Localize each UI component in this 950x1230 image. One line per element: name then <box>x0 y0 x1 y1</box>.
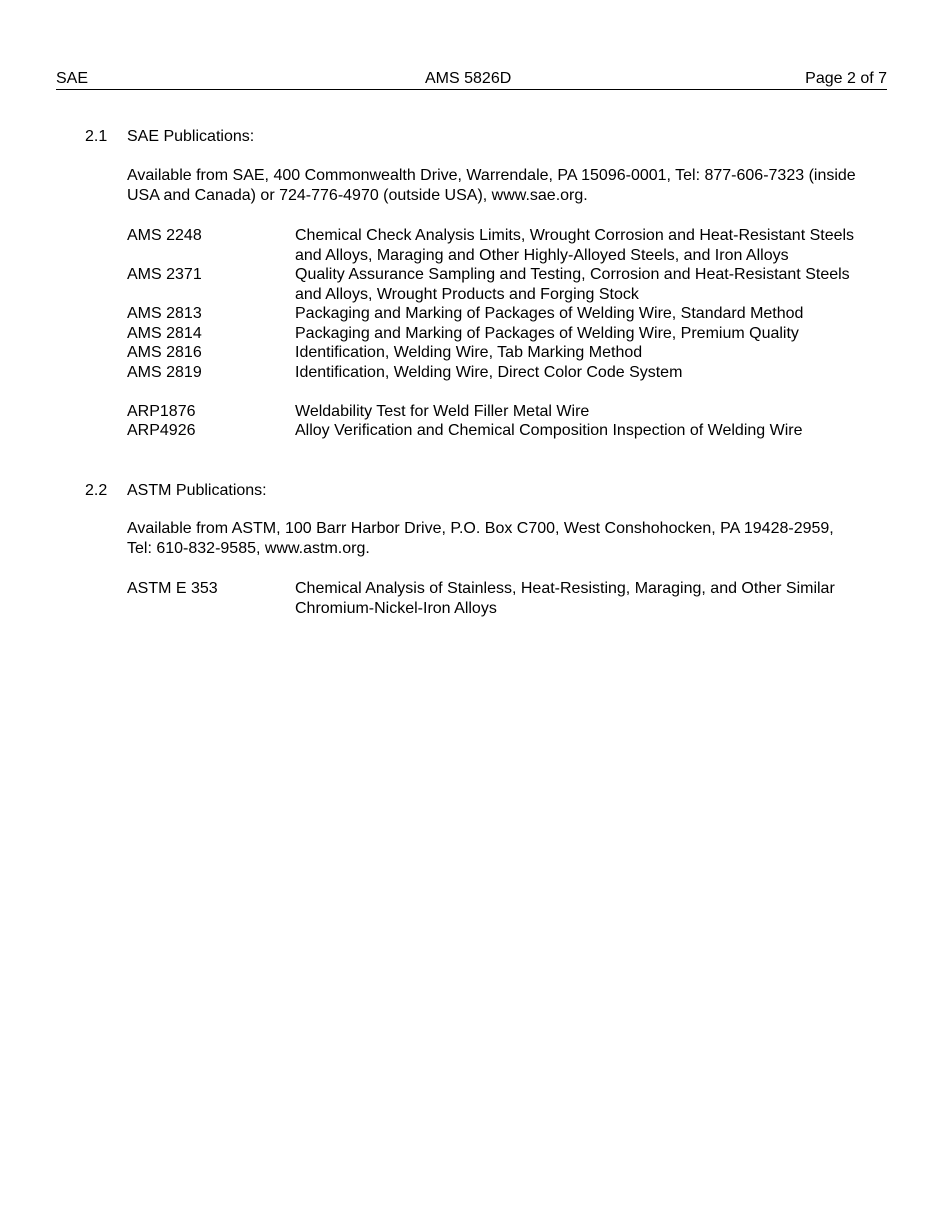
reference-row <box>127 402 857 422</box>
section-number: 2.2 <box>85 482 108 499</box>
reference-row <box>127 579 857 618</box>
reference-code: ASTM E 353 <box>127 580 218 597</box>
reference-title: Identification, Welding Wire, Tab Marking Method <box>295 344 643 361</box>
reference-row <box>127 304 857 324</box>
reference-code: ARP1876 <box>127 402 196 420</box>
reference-title: Chemical Analysis of Stainless, Heat-Resisting, Maraging, and Other Similar Chromium-Nickel-Iron Alloys <box>295 580 835 617</box>
list-spacer <box>127 382 857 402</box>
reference-row <box>127 324 857 344</box>
reference-title: Identification, Welding Wire, Direct Color Code System <box>295 363 683 381</box>
page-header <box>56 69 887 90</box>
reference-title: Chemical Check Analysis Limits, Wrought Corrosion and Heat-Resistant Steels and Alloys, Maraging and Other Highly-Alloyed Steels, and Iron Alloys <box>295 227 855 264</box>
reference-title: Packaging and Marking of Packages of Welding Wire, Premium Quality <box>295 324 799 342</box>
header-doc-number: AMS 5826D <box>425 70 512 87</box>
reference-title: Weldability Test for Weld Filler Metal Wire <box>295 402 590 420</box>
section-2-2-heading <box>85 481 267 501</box>
section-title: SAE Publications: <box>127 128 255 145</box>
astm-reference-list <box>127 579 857 618</box>
reference-code: AMS 2814 <box>127 324 202 342</box>
astm-availability: Available from ASTM, 100 Barr Harbor Drive, P.O. Box C700, West Conshohocken, PA 19428-2959, Tel: 610-832-9585, www.astm.org. <box>127 520 834 557</box>
sae-reference-list <box>127 226 857 441</box>
reference-row <box>127 226 857 265</box>
reference-row <box>127 265 857 304</box>
header-page-number: Page 2 of 7 <box>805 70 887 87</box>
reference-title: Quality Assurance Sampling and Testing, Corrosion and Heat-Resistant Steels and Alloys, Wrought Products and Forging Stock <box>295 266 850 303</box>
reference-code: AMS 2371 <box>127 266 202 283</box>
reference-code: AMS 2819 <box>127 363 202 381</box>
reference-row <box>127 421 857 441</box>
section-2-1-heading <box>85 127 254 147</box>
reference-code: AMS 2248 <box>127 227 202 244</box>
sae-availability: Available from SAE, 400 Commonwealth Drive, Warrendale, PA 15096-0001, Tel: 877-606-7323 (inside USA and Canada) or 724-776-4970 (outside USA), www.sae.org. <box>127 167 856 204</box>
section-title: ASTM Publications: <box>127 482 267 499</box>
reference-title: Alloy Verification and Chemical Composition Inspection of Welding Wire <box>295 422 803 439</box>
reference-title: Packaging and Marking of Packages of Welding Wire, Standard Method <box>295 305 804 322</box>
reference-code: AMS 2816 <box>127 344 202 361</box>
reference-code: ARP4926 <box>127 422 196 439</box>
header-org: SAE <box>56 70 89 87</box>
reference-row <box>127 363 857 383</box>
section-number: 2.1 <box>85 128 108 145</box>
reference-row <box>127 343 857 363</box>
reference-code: AMS 2813 <box>127 305 202 322</box>
